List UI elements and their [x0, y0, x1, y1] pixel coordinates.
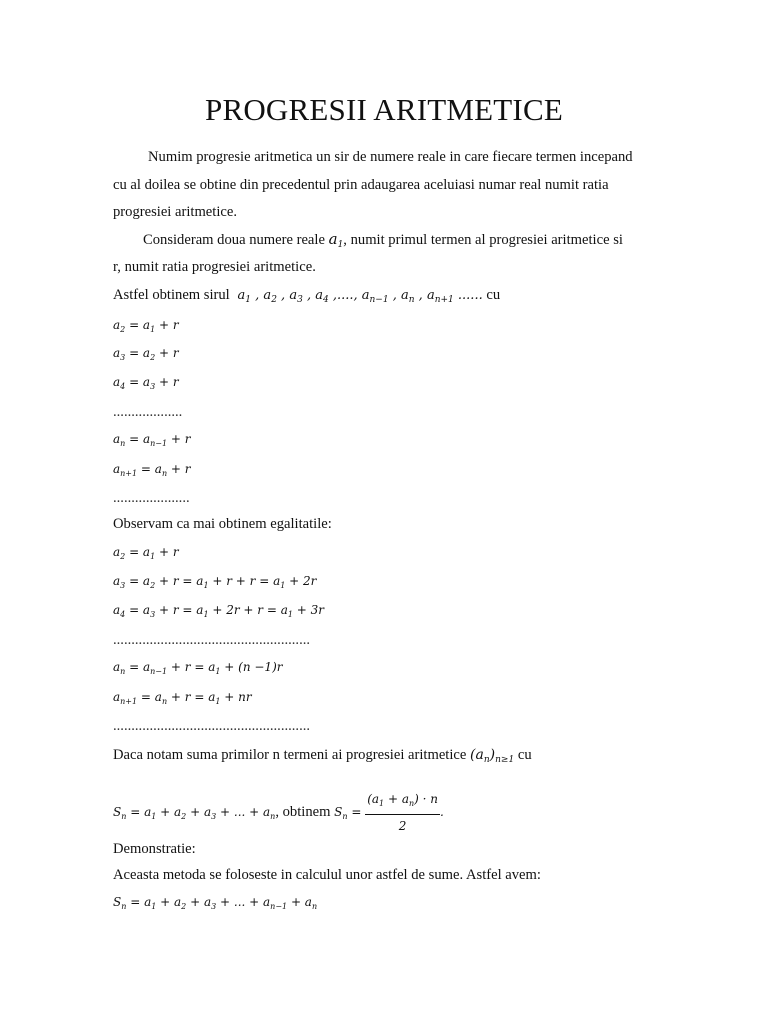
- document-title: PROGRESII ARITMETICE: [205, 92, 563, 127]
- intro-line-3: progresiei aritmetice.: [113, 204, 237, 220]
- consider-text-b: , numit primul termen al progresiei aritmetice si: [343, 232, 623, 248]
- sum-obtinem: , obtinem: [275, 804, 331, 820]
- dots-separator-2: .....................: [113, 490, 190, 506]
- eq2-an: $a_n = a_{n-1} + r = a_1 + (n -1)r$: [113, 660, 283, 676]
- eq-sn-expanded: $S_n = a_1 + a_2 + a_3$ + ... + $a_{n-1} + a_n$: [113, 895, 318, 911]
- sum-intro-cu: cu: [517, 747, 532, 763]
- eq2-a2: $a_2 = a_1 + r$: [113, 545, 179, 561]
- fraction: [365, 790, 440, 835]
- eq-a3: $a_3 = a_2 + r$: [113, 346, 179, 362]
- sequence-label: Astfel obtinem sirul: [113, 287, 230, 303]
- eq2-a4: $a_4 = a_3 + r = a_1 + 2r + r = a_1 + 3r$: [113, 603, 325, 619]
- demonstratie-heading: Demonstratie:: [113, 841, 196, 857]
- sequence-cu: cu: [486, 287, 501, 303]
- math-sn-sum: $S_n = a_1 + a_2 + a_3$ + ... + $a_n$: [113, 805, 276, 821]
- math-sequence-an: $(a_n)_{n\ge 1}$: [470, 747, 515, 765]
- math-a1: $a_1$: [328, 230, 344, 250]
- metoda-text: Aceasta metoda se foloseste in calculul unor astfel de sume. Astfel avem:: [113, 867, 541, 883]
- math-sn-formula: $S_n$ = $\frac{(a_1 + a_n) \cdot n}{2}$ .: [334, 792, 444, 833]
- eq-an1: $a_{n+1} = a_n + r$: [113, 462, 191, 478]
- math-sequence: $a_1$ , $a_2$ , $a_3$ , $a_4$ ,...., $a_{n-1}$ , $a_n$ , $a_{n+1}$ ......: [233, 288, 483, 305]
- consider-line-2: r, numit ratia progresiei aritmetice.: [113, 259, 316, 275]
- intro-line-1: Numim progresie aritmetica un sir de numere reale in care fiecare termen incepand: [148, 149, 633, 165]
- fraction-denominator: 2: [398, 819, 407, 833]
- eq2-a3: $a_3 = a_2 + r = a_1 + r + r = a_1 + 2r$: [113, 574, 317, 590]
- dots-separator-1: ...................: [113, 404, 183, 420]
- dots-separator-4: ......................................................: [113, 718, 311, 734]
- sum-intro-line: [113, 746, 532, 769]
- intro-line-2: cu al doilea se obtine din precedentul prin adaugarea aceluiasi numar real numit ratia: [113, 177, 609, 193]
- eq-an: $a_n = a_{n-1} + r$: [113, 432, 191, 448]
- eq2-an1: $a_{n+1} = a_n + r = a_1$ + nr: [113, 690, 252, 706]
- eq-a2: $a_2 = a_1 + r$: [113, 318, 179, 334]
- consider-text-a: Consideram doua numere reale: [143, 232, 325, 248]
- sum-formula-line: [113, 790, 444, 835]
- consider-line-1: [143, 230, 623, 254]
- fraction-numerator: $(a_1 + a_n) \cdot n$: [365, 790, 440, 815]
- sequence-line: [113, 286, 500, 309]
- observe-text: Observam ca mai obtinem egalitatile:: [113, 516, 332, 532]
- dots-separator-3: ......................................................: [113, 632, 311, 648]
- eq-a4: $a_4 = a_3 + r$: [113, 375, 179, 391]
- sum-intro-text: Daca notam suma primilor n termeni ai progresiei aritmetice: [113, 747, 467, 763]
